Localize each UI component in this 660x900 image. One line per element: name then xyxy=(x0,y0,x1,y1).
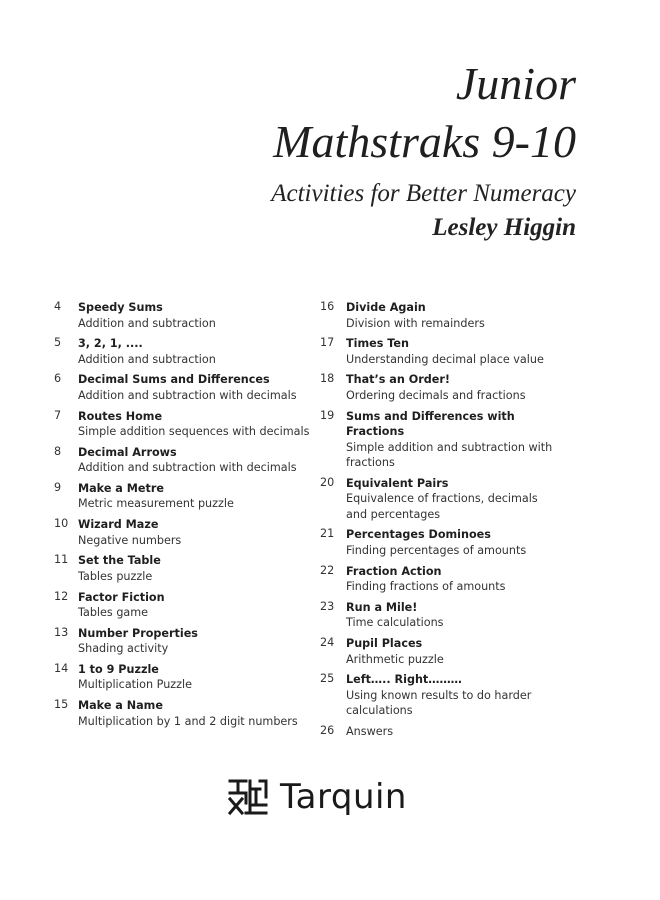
toc-entry-title: Make a Metre xyxy=(78,481,164,495)
toc-entry-title: Sums and Differences with Fractions xyxy=(346,409,515,439)
toc-entry xyxy=(52,372,312,403)
toc-page-number: 18 xyxy=(320,372,335,386)
book-title-line1: Junior xyxy=(455,58,576,109)
toc-entry-title: Divide Again xyxy=(346,301,426,314)
toc-entry xyxy=(320,300,560,331)
toc-entry-description: Addition and subtraction xyxy=(78,316,216,330)
toc-entry-description: Addition and subtraction xyxy=(78,352,216,366)
toc-entry-title: Speedy Sums xyxy=(78,301,163,314)
toc-page-number: 10 xyxy=(54,517,69,531)
toc-entry-title: Number Properties xyxy=(78,626,198,640)
toc-entry-description: Shading activity xyxy=(78,642,169,656)
toc-entry xyxy=(320,409,560,471)
toc-entry-title: That’s an Order! xyxy=(346,373,450,387)
toc-entry xyxy=(320,672,560,719)
toc-page-number: 7 xyxy=(54,408,62,422)
toc-right-column xyxy=(320,300,560,745)
book-subtitle: Activities for Better Numeracy xyxy=(271,180,576,207)
toc-entry-title: Set the Table xyxy=(78,554,161,568)
toc-entry xyxy=(52,662,312,693)
toc-entry xyxy=(52,626,312,657)
toc-page-number: 12 xyxy=(54,589,69,603)
toc-entry-description: Finding fractions of amounts xyxy=(346,580,506,594)
toc-entry-description: Tables puzzle xyxy=(78,569,153,583)
toc-entry-description: Division with remainders xyxy=(346,316,485,330)
toc-page-number: 11 xyxy=(54,553,69,567)
toc-answers-label: Answers xyxy=(346,724,394,738)
toc-entry-description: Equivalence of fractions, decimals and percentages xyxy=(346,492,538,521)
toc-page-number: 16 xyxy=(320,300,335,313)
toc-page-number: 15 xyxy=(54,698,69,712)
toc-entry xyxy=(320,476,560,523)
toc-entry xyxy=(320,636,560,667)
toc-entry xyxy=(320,600,560,631)
publisher-logo xyxy=(226,775,407,819)
toc-entry xyxy=(320,527,560,558)
toc-page-number: 22 xyxy=(320,563,335,577)
toc-entry xyxy=(52,481,312,512)
toc-entry-title: Pupil Places xyxy=(346,637,423,650)
toc-entry-title: Percentages Dominoes xyxy=(346,528,491,542)
tarquin-logo-icon xyxy=(226,775,270,819)
toc-entry-answers xyxy=(320,724,560,740)
toc-entry xyxy=(320,336,560,367)
toc-entry-title: Routes Home xyxy=(78,409,163,423)
toc-entry-title: 1 to 9 Puzzle xyxy=(78,662,159,676)
toc-entry xyxy=(52,590,312,621)
toc-entry xyxy=(320,564,560,595)
toc-entry-description: Multiplication by 1 and 2 digit numbers xyxy=(78,714,298,728)
toc-entry xyxy=(52,445,312,476)
publisher-name: Tarquin xyxy=(280,777,407,817)
toc-entry xyxy=(52,698,312,729)
toc-page-number: 13 xyxy=(54,625,69,639)
toc-entry xyxy=(52,409,312,440)
toc-entry-title: Decimal Arrows xyxy=(78,445,177,459)
toc-page-number: 19 xyxy=(320,408,335,422)
toc-entry-description: Using known results to do harder calculations xyxy=(346,688,532,718)
book-author: Lesley Higgin xyxy=(432,214,576,241)
toc-left-column xyxy=(52,300,312,734)
toc-page-number: 23 xyxy=(320,599,335,613)
toc-entry-title: Factor Fiction xyxy=(78,590,165,604)
toc-page-number: 4 xyxy=(54,300,62,313)
toc-entry xyxy=(52,336,312,367)
toc-entry-description: Addition and subtraction with decimals xyxy=(78,461,297,475)
toc-page-number: 9 xyxy=(54,480,62,494)
toc-entry xyxy=(52,553,312,584)
toc-entry-description: Metric measurement puzzle xyxy=(78,497,234,511)
title-block xyxy=(271,55,576,243)
toc-entry-description: Multiplication Puzzle xyxy=(78,678,193,692)
toc-entry-title: Run a Mile! xyxy=(346,600,418,614)
toc-entry-title: Fraction Action xyxy=(346,564,442,578)
toc-entry-title: Left….. Right……… xyxy=(346,673,462,687)
toc-entry-description: Time calculations xyxy=(346,616,444,630)
toc-entry xyxy=(52,300,312,331)
book-title-line2: Mathstraks 9-10 xyxy=(273,116,576,167)
toc-page-number: 21 xyxy=(320,527,335,541)
toc-entry-description: Understanding decimal place value xyxy=(346,352,544,366)
toc-page-number: 20 xyxy=(320,475,335,489)
toc-page-number: 26 xyxy=(320,723,335,737)
toc-page-number: 5 xyxy=(54,336,62,350)
toc-entry-title: 3, 2, 1, .... xyxy=(78,337,143,351)
toc-entry-title: Times Ten xyxy=(346,337,409,351)
toc-entry xyxy=(52,517,312,548)
toc-entry-description: Ordering decimals and fractions xyxy=(346,388,526,402)
toc-page-number: 24 xyxy=(320,636,335,649)
toc-entry-description: Tables game xyxy=(78,606,149,619)
toc-page-number: 14 xyxy=(54,661,69,675)
toc-entry-title: Make a Name xyxy=(78,699,163,713)
toc-entry-description: Simple addition and subtraction with fractions xyxy=(346,440,553,470)
toc-page-number: 8 xyxy=(54,444,62,458)
toc-entry-description: Finding percentages of amounts xyxy=(346,543,527,557)
toc-entry xyxy=(320,372,560,403)
toc-entry-description: Negative numbers xyxy=(78,533,182,547)
toc-page-number: 25 xyxy=(320,672,335,686)
toc-entry-description: Addition and subtraction with decimals xyxy=(78,388,297,402)
toc-entry-title: Equivalent Pairs xyxy=(346,476,449,490)
toc-entry-title: Wizard Maze xyxy=(78,518,159,532)
toc-page-number: 17 xyxy=(320,336,335,350)
toc-entry-description: Arithmetic puzzle xyxy=(346,652,444,666)
toc-entry-description: Simple addition sequences with decimals xyxy=(78,425,310,439)
toc-entry-title: Decimal Sums and Differences xyxy=(78,373,270,387)
toc-page-number: 6 xyxy=(54,372,62,386)
